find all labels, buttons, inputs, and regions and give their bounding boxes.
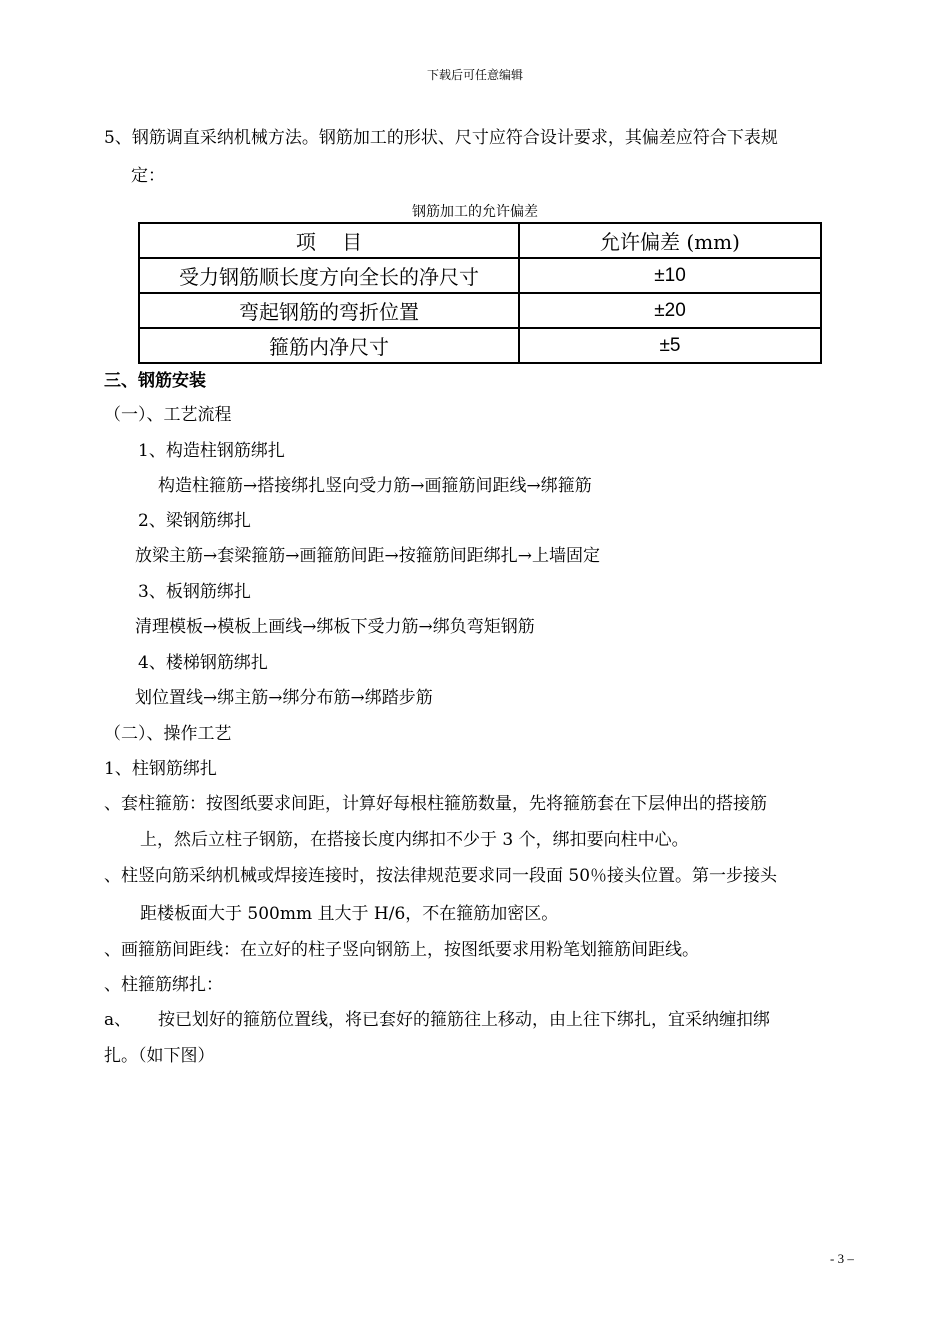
item-1-flow: 构造柱箍筋→搭接绑扎竖向受力筋→画箍筋间距线→绑箍筋	[158, 476, 592, 496]
operation-b-line2: 距楼板面大于 500mm 且大于 H/6，不在箍筋加密区。	[140, 904, 559, 924]
operation-b-line1: 、柱竖向筋采纳机械或焊接连接时，按法律规范要求同一段面 50％接头位置。第一步接头	[104, 866, 778, 886]
operation-d: 、柱箍筋绑扎：	[104, 975, 223, 995]
operation-a-line1: 、套柱箍筋：按图纸要求间距，计算好每根柱箍筋数量，先将箍筋套在下层伸出的搭接筋	[104, 794, 767, 814]
table-row	[139, 258, 821, 293]
item-3-flow: 清理模板→模板上画线→绑板下受力筋→绑负弯矩钢筋	[135, 617, 535, 637]
operation-a-item-line2: 扎。（如下图）	[104, 1046, 215, 1066]
item-2-title: 2、梁钢筋绑扎	[138, 511, 251, 531]
operation-a-item-line1: 按已划好的箍筋位置线，将已套好的箍筋往上移动，由上往下绑扎，宜采纳缠扣绑	[158, 1010, 770, 1030]
item-4-flow: 划位置线→绑主筋→绑分布筋→绑踏步筋	[135, 688, 433, 708]
table-row	[139, 328, 821, 363]
operation-a-line2: 上，然后立柱子钢筋，在搭接长度内绑扣不少于 3 个，绑扣要向柱中心。	[140, 830, 689, 850]
section-3-title: 三、钢筋安装	[104, 371, 206, 391]
operation-a-item-label: a、	[104, 1010, 132, 1030]
table-header-item: 项 目	[139, 223, 519, 258]
item-2-flow: 放梁主筋→套梁箍筋→画箍筋间距→按箍筋间距绑扎→上墙固定	[135, 546, 600, 566]
tolerance-table	[138, 222, 822, 364]
table-header-row	[139, 223, 821, 258]
page-number: - 3 –	[830, 1251, 854, 1266]
paragraph-5-line2: 定：	[131, 166, 165, 186]
table-caption: 钢筋加工的允许偏差	[412, 204, 538, 220]
operation-c: 、画箍筋间距线：在立好的柱子竖向钢筋上，按图纸要求用粉笔划箍筋间距线。	[104, 940, 699, 960]
header-note: 下载后可任意编辑	[426, 68, 523, 82]
operation-1-title: 1、柱钢筋绑扎	[104, 759, 217, 779]
table-cell-item: 箍筋内净尺寸	[139, 328, 519, 363]
subsection-1-title: （一）、工艺流程	[104, 405, 232, 425]
item-1-title: 1、构造柱钢筋绑扎	[138, 441, 285, 461]
table-cell-tolerance: ±5	[519, 328, 821, 363]
table-cell-item: 受力钢筋顺长度方向全长的净尺寸	[139, 258, 519, 293]
table-cell-tolerance: ±20	[519, 293, 821, 328]
item-4-title: 4、楼梯钢筋绑扎	[138, 653, 268, 673]
subsection-2-title: （二）、操作工艺	[104, 724, 232, 744]
table-cell-item: 弯起钢筋的弯折位置	[139, 293, 519, 328]
table-cell-tolerance: ±10	[519, 258, 821, 293]
table-row	[139, 293, 821, 328]
paragraph-5-line1: 5、钢筋调直采纳机械方法。钢筋加工的形状、尺寸应符合设计要求，其偏差应符合下表规	[104, 128, 778, 148]
table-header-tolerance: 允许偏差 (mm)	[519, 223, 821, 258]
item-3-title: 3、板钢筋绑扎	[138, 582, 251, 602]
